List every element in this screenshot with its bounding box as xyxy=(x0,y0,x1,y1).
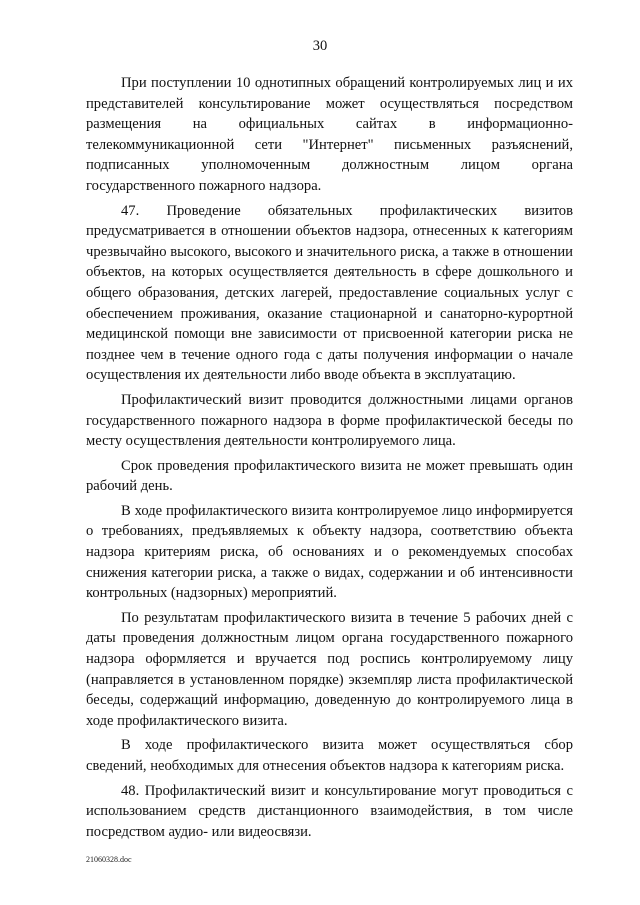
paragraph-consultation-publication: При поступлении 10 однотипных обращений контролируемых лиц и их представителей консультирование может осуществляться посредством размещения на официальных сайтах в информационно-телекоммуникационной сети "Интернет" письменных разъяснений, подписанных уполномоченным должностным лицом органа государственного пожарного надзора. xyxy=(86,75,573,194)
paragraph-visit-results: По результатам профилактического визита в течение 5 рабочих дней с даты проведения должностным лицом органа государственного пожарного надзора оформляется и вручается под роспись контролируемому лицу (направляется в установленном порядке) экземпляр листа профилактической беседы, содержащий информацию, доведенную до контролируемого лица в ходе профилактического визита. xyxy=(86,609,573,729)
page-number: 30 xyxy=(312,38,328,54)
paragraph-48-remote-interaction: 48. Профилактический визит и консультирование могут проводиться с использованием средств дистанционного взаимодействия, в том числе посредством аудио- или видеосвязи. xyxy=(86,782,573,840)
paragraph-visit-form: Профилактический визит проводится должностными лицами органов государственного пожарного надзора в форме профилактической беседы по месту осуществления деятельности контролируемого лица. xyxy=(86,391,573,450)
paragraph-47-mandatory-visits: 47. Проведение обязательных профилактических визитов предусматривается в отношении объектов надзора, отнесенных к категориям чрезвычайно высокого, высокого и значительного риска, а также в отношении объектов, на которых осуществляется деятельность в сфере дошкольного и общего образования, детских лагерей, предоставление социальных услуг с обеспечением проживания, оказание стационарной и санаторно-курортной медицинской помощи вне зависимости от присвоенной категории риска не позднее чем в течение одного года с даты получения информации о начале осуществления их деятельности либо вводе объекта в эксплуатацию. xyxy=(86,202,573,384)
paragraph-visit-duration: Срок проведения профилактического визита не может превышать один рабочий день. xyxy=(86,457,573,495)
paragraph-risk-data-collection: В ходе профилактического визита может осуществляться сбор сведений, необходимых для отнесения объектов надзора к категориям риска. xyxy=(86,737,573,774)
document-body xyxy=(86,73,573,846)
footer-document-code: 21060328.doc xyxy=(86,855,132,864)
paragraph-visit-information: В ходе профилактического визита контролируемое лицо информируется о требованиях, предъявляемых к объекту надзора, соответствию объекта надзора критериям риска, об основаниях и о рекомендуемых способах снижения категории риска, а также о видах, содержании и об интенсивности контрольных (надзорных) мероприятий. xyxy=(86,502,573,602)
